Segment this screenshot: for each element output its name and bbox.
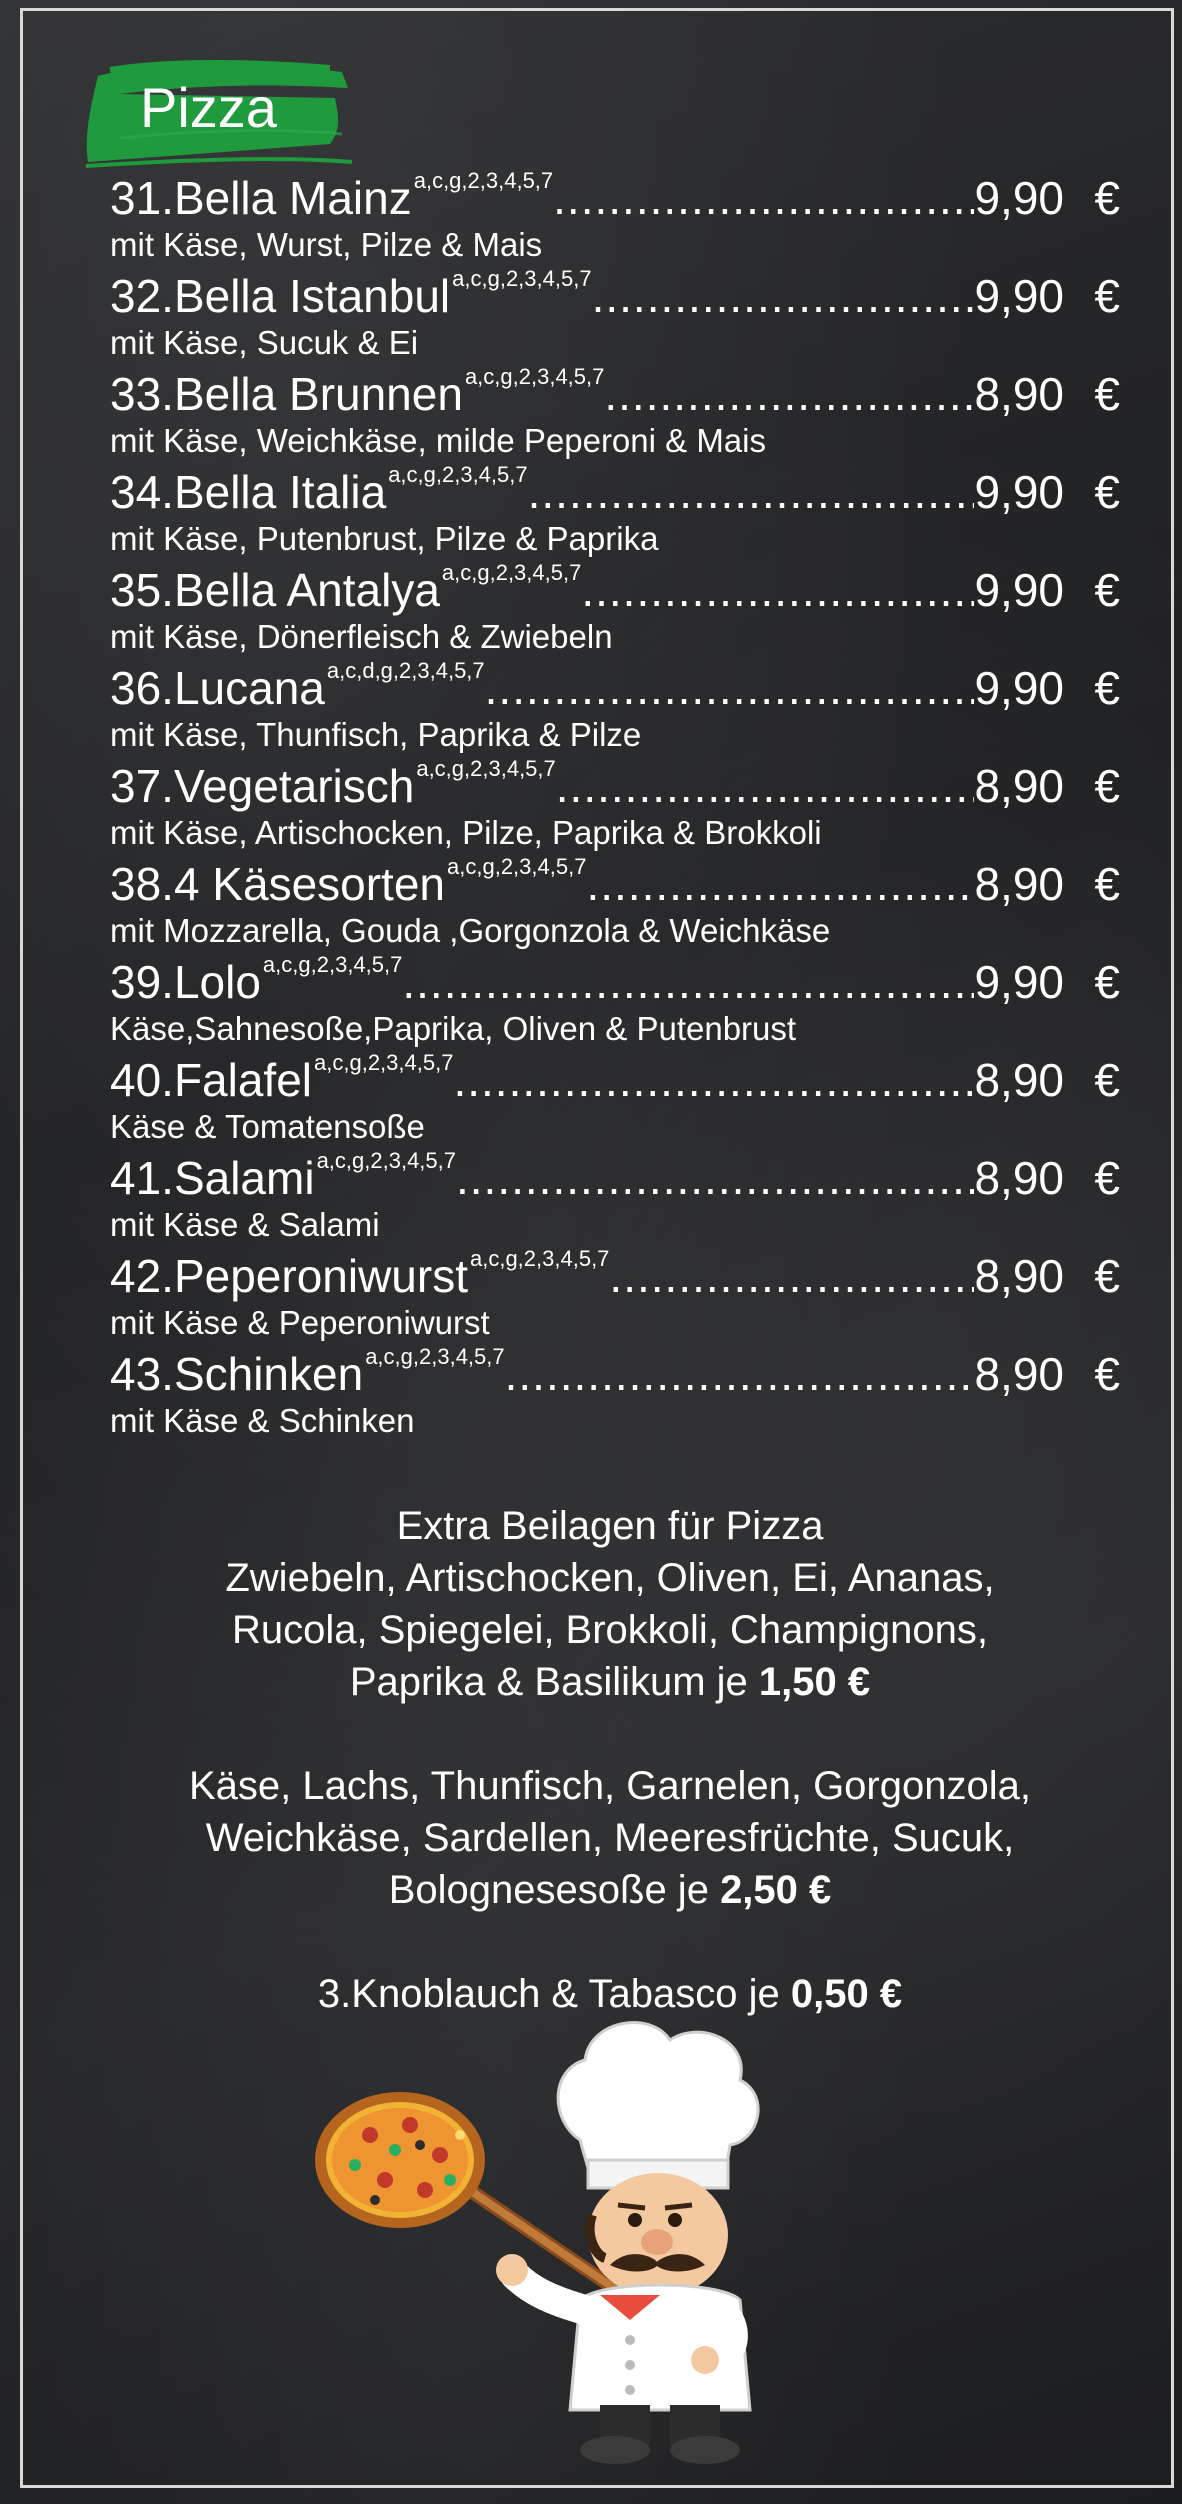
menu-item-currency: € [1094,564,1120,616]
menu-item-description: mit Käse & Peperoniwurst [110,1304,490,1341]
menu-item-currency: € [1094,760,1120,812]
extras-group1-text: Paprika & Basilikum je [349,1660,748,1704]
menu-item-name: 34.Bella Italia [110,466,387,518]
menu-item [110,562,1120,660]
menu-item-price: 9,90 [974,662,1064,714]
menu-item-allergens: a,c,g,2,3,4,5,7 [262,952,403,977]
menu-item-price: 8,90 [974,760,1064,812]
menu-item-dot-leader [485,660,975,716]
extras-heading: Extra Beilagen für Pizza [396,1504,824,1548]
menu-item-description: mit Mozzarella, Gouda ,Gorgonzola & Weichkäse [110,912,831,949]
menu-item-line [110,1052,1120,1108]
menu-item [110,954,1120,1052]
menu-item [110,660,1120,758]
menu-item-allergens: a,c,d,g,2,3,4,5,7 [326,658,485,683]
extras-group3-price: 0,50 € [790,1972,903,2016]
menu-item-line [110,856,1120,912]
menu-item-dot-leader [604,366,974,422]
menu-item [110,1248,1120,1346]
menu-item-line [110,268,1120,324]
menu-item-price: 9,90 [974,270,1064,322]
menu-item-line [110,366,1120,422]
menu-item-description: mit Käse, Putenbrust, Pilze & Paprika [110,520,659,557]
menu-item-price: 8,90 [974,368,1064,420]
page-title: Pizza [140,76,277,139]
menu-item-name: 36.Lucana [110,662,325,714]
extras-group2-line3 [80,1864,1140,1916]
menu-item-line [110,562,1120,618]
menu-item-dot-leader [586,856,974,912]
menu-item-currency: € [1094,1152,1120,1204]
menu-item-description: Käse & Tomatensoße [110,1108,425,1145]
menu-item-price: 9,90 [974,564,1064,616]
menu-item-line [110,758,1120,814]
menu-item-currency: € [1094,466,1120,518]
extras-group2-text: Bolognesesoße je [388,1868,709,1912]
menu-item-currency: € [1094,368,1120,420]
menu-item-price: 8,90 [974,1348,1064,1400]
menu-item-allergens: a,c,g,2,3,4,5,7 [416,756,556,781]
menu-item-description: mit Käse & Schinken [110,1402,415,1439]
menu-item-dot-leader [402,954,974,1010]
menu-item-dot-leader [609,1248,974,1304]
extras-group2-price: 2,50 € [720,1868,832,1912]
extras-group3-text: 3.Knoblauch & Tabasco je [317,1972,780,2016]
menu-item-price: 8,90 [974,1250,1064,1302]
menu-item-name: 33.Bella Brunnen [110,368,463,420]
menu-item-currency: € [1094,1250,1120,1302]
menu-item-description: mit Käse, Wurst, Pilze & Mais [110,226,543,263]
extras-group1-line1: Zwiebeln, Artischocken, Oliven, Ei, Ananas, [225,1556,995,1600]
menu-item-allergens: a,c,g,2,3,4,5,7 [447,854,587,879]
menu-item-description: mit Käse, Artischocken, Pilze, Paprika & Brokkoli [110,814,822,851]
menu-item-dot-leader [505,1346,975,1402]
menu-item-currency: € [1094,662,1120,714]
menu-item-line [110,660,1120,716]
menu-item-name: 43.Schinken [110,1348,364,1400]
menu-item [110,464,1120,562]
menu-item-allergens: a,c,g,2,3,4,5,7 [464,364,605,389]
extras-group2-line1: Käse, Lachs, Thunfisch, Garnelen, Gorgonzola, [189,1764,1031,1808]
menu-item-line [110,1346,1120,1402]
menu-item-price: 8,90 [974,1152,1064,1204]
menu-item-dot-leader [553,170,974,226]
menu-item-line [110,1150,1120,1206]
menu-item-name: 39.Lolo [110,956,261,1008]
menu-item-currency: € [1094,172,1120,224]
menu-item-line [110,464,1120,520]
menu-item-line [110,1248,1120,1304]
menu-item-line [110,170,1120,226]
menu-item-allergens: a,c,g,2,3,4,5,7 [452,266,592,291]
menu-item-allergens: a,c,g,2,3,4,5,7 [413,168,554,193]
menu-item [110,366,1120,464]
menu-item-description: Käse,Sahnesoße,Paprika, Oliven & Putenbrust [110,1010,797,1047]
menu-item-price: 9,90 [974,466,1064,518]
menu-item-price: 9,90 [974,956,1064,1008]
menu-item [110,1052,1120,1150]
menu-item-price: 8,90 [974,858,1064,910]
menu-item [110,1346,1120,1444]
menu-item-description: mit Käse, Sucuk & Ei [110,324,419,361]
menu-item [110,856,1120,954]
menu-item-price: 9,90 [974,172,1064,224]
menu-item-allergens: a,c,g,2,3,4,5,7 [388,462,528,487]
menu-item [110,758,1120,856]
extra-toppings-section [80,1500,1140,2020]
menu-item-allergens: a,c,g,2,3,4,5,7 [469,1246,610,1271]
menu-item-currency: € [1094,270,1120,322]
menu-item-name: 32.Bella Istanbul [110,270,451,322]
menu-item-currency: € [1094,1054,1120,1106]
menu-item [110,1150,1120,1248]
menu-item-allergens: a,c,g,2,3,4,5,7 [314,1050,454,1075]
menu-item-dot-leader [556,758,975,814]
menu-item-line [110,954,1120,1010]
extras-group2-line2: Weichkäse, Sardellen, Meeresfrüchte, Sucuk, [205,1816,1015,1860]
menu-item-description: mit Käse, Weichkäse, milde Peperoni & Mais [110,422,766,459]
menu-item-name: 37.Vegetarisch [110,760,415,812]
menu-item-allergens: a,c,g,2,3,4,5,7 [365,1344,505,1369]
menu-item-currency: € [1094,956,1120,1008]
menu-item-currency: € [1094,1348,1120,1400]
menu-item-description: mit Käse, Dönerfleisch & Zwiebeln [110,618,613,655]
menu-item-name: 38.4 Käsesorten [110,858,446,910]
menu-item-dot-leader [456,1150,974,1206]
menu-item-dot-leader [453,1052,974,1108]
extras-group1-price: 1,50 € [758,1660,871,1704]
menu-item-name: 40.Falafel [110,1054,313,1106]
menu-item-description: mit Käse & Salami [110,1206,380,1243]
menu-item-price: 8,90 [974,1054,1064,1106]
chef-with-pizza-icon [300,2000,820,2470]
extras-group1-line2: Rucola, Spiegelei, Brokkoli, Champignons, [232,1608,988,1652]
menu-item [110,170,1120,268]
extras-group1-line3 [80,1656,1140,1708]
section-title [80,58,360,170]
menu-item-description: mit Käse, Thunfisch, Paprika & Pilze [110,716,642,753]
menu-item-allergens: a,c,g,2,3,4,5,7 [316,1148,456,1173]
menu-item-name: 42.Peperoniwurst [110,1250,468,1302]
menu-item-name: 41.Salami [110,1152,315,1204]
pizza-menu-list [110,170,1120,1444]
menu-item-allergens: a,c,g,2,3,4,5,7 [441,560,582,585]
menu-item-dot-leader [592,268,975,324]
menu-item-name: 31.Bella Mainz [110,172,412,224]
menu-item-name: 35.Bella Antalya [110,564,440,616]
menu-item-dot-leader [528,464,975,520]
menu-item [110,268,1120,366]
menu-item-currency: € [1094,858,1120,910]
menu-item-dot-leader [581,562,974,618]
